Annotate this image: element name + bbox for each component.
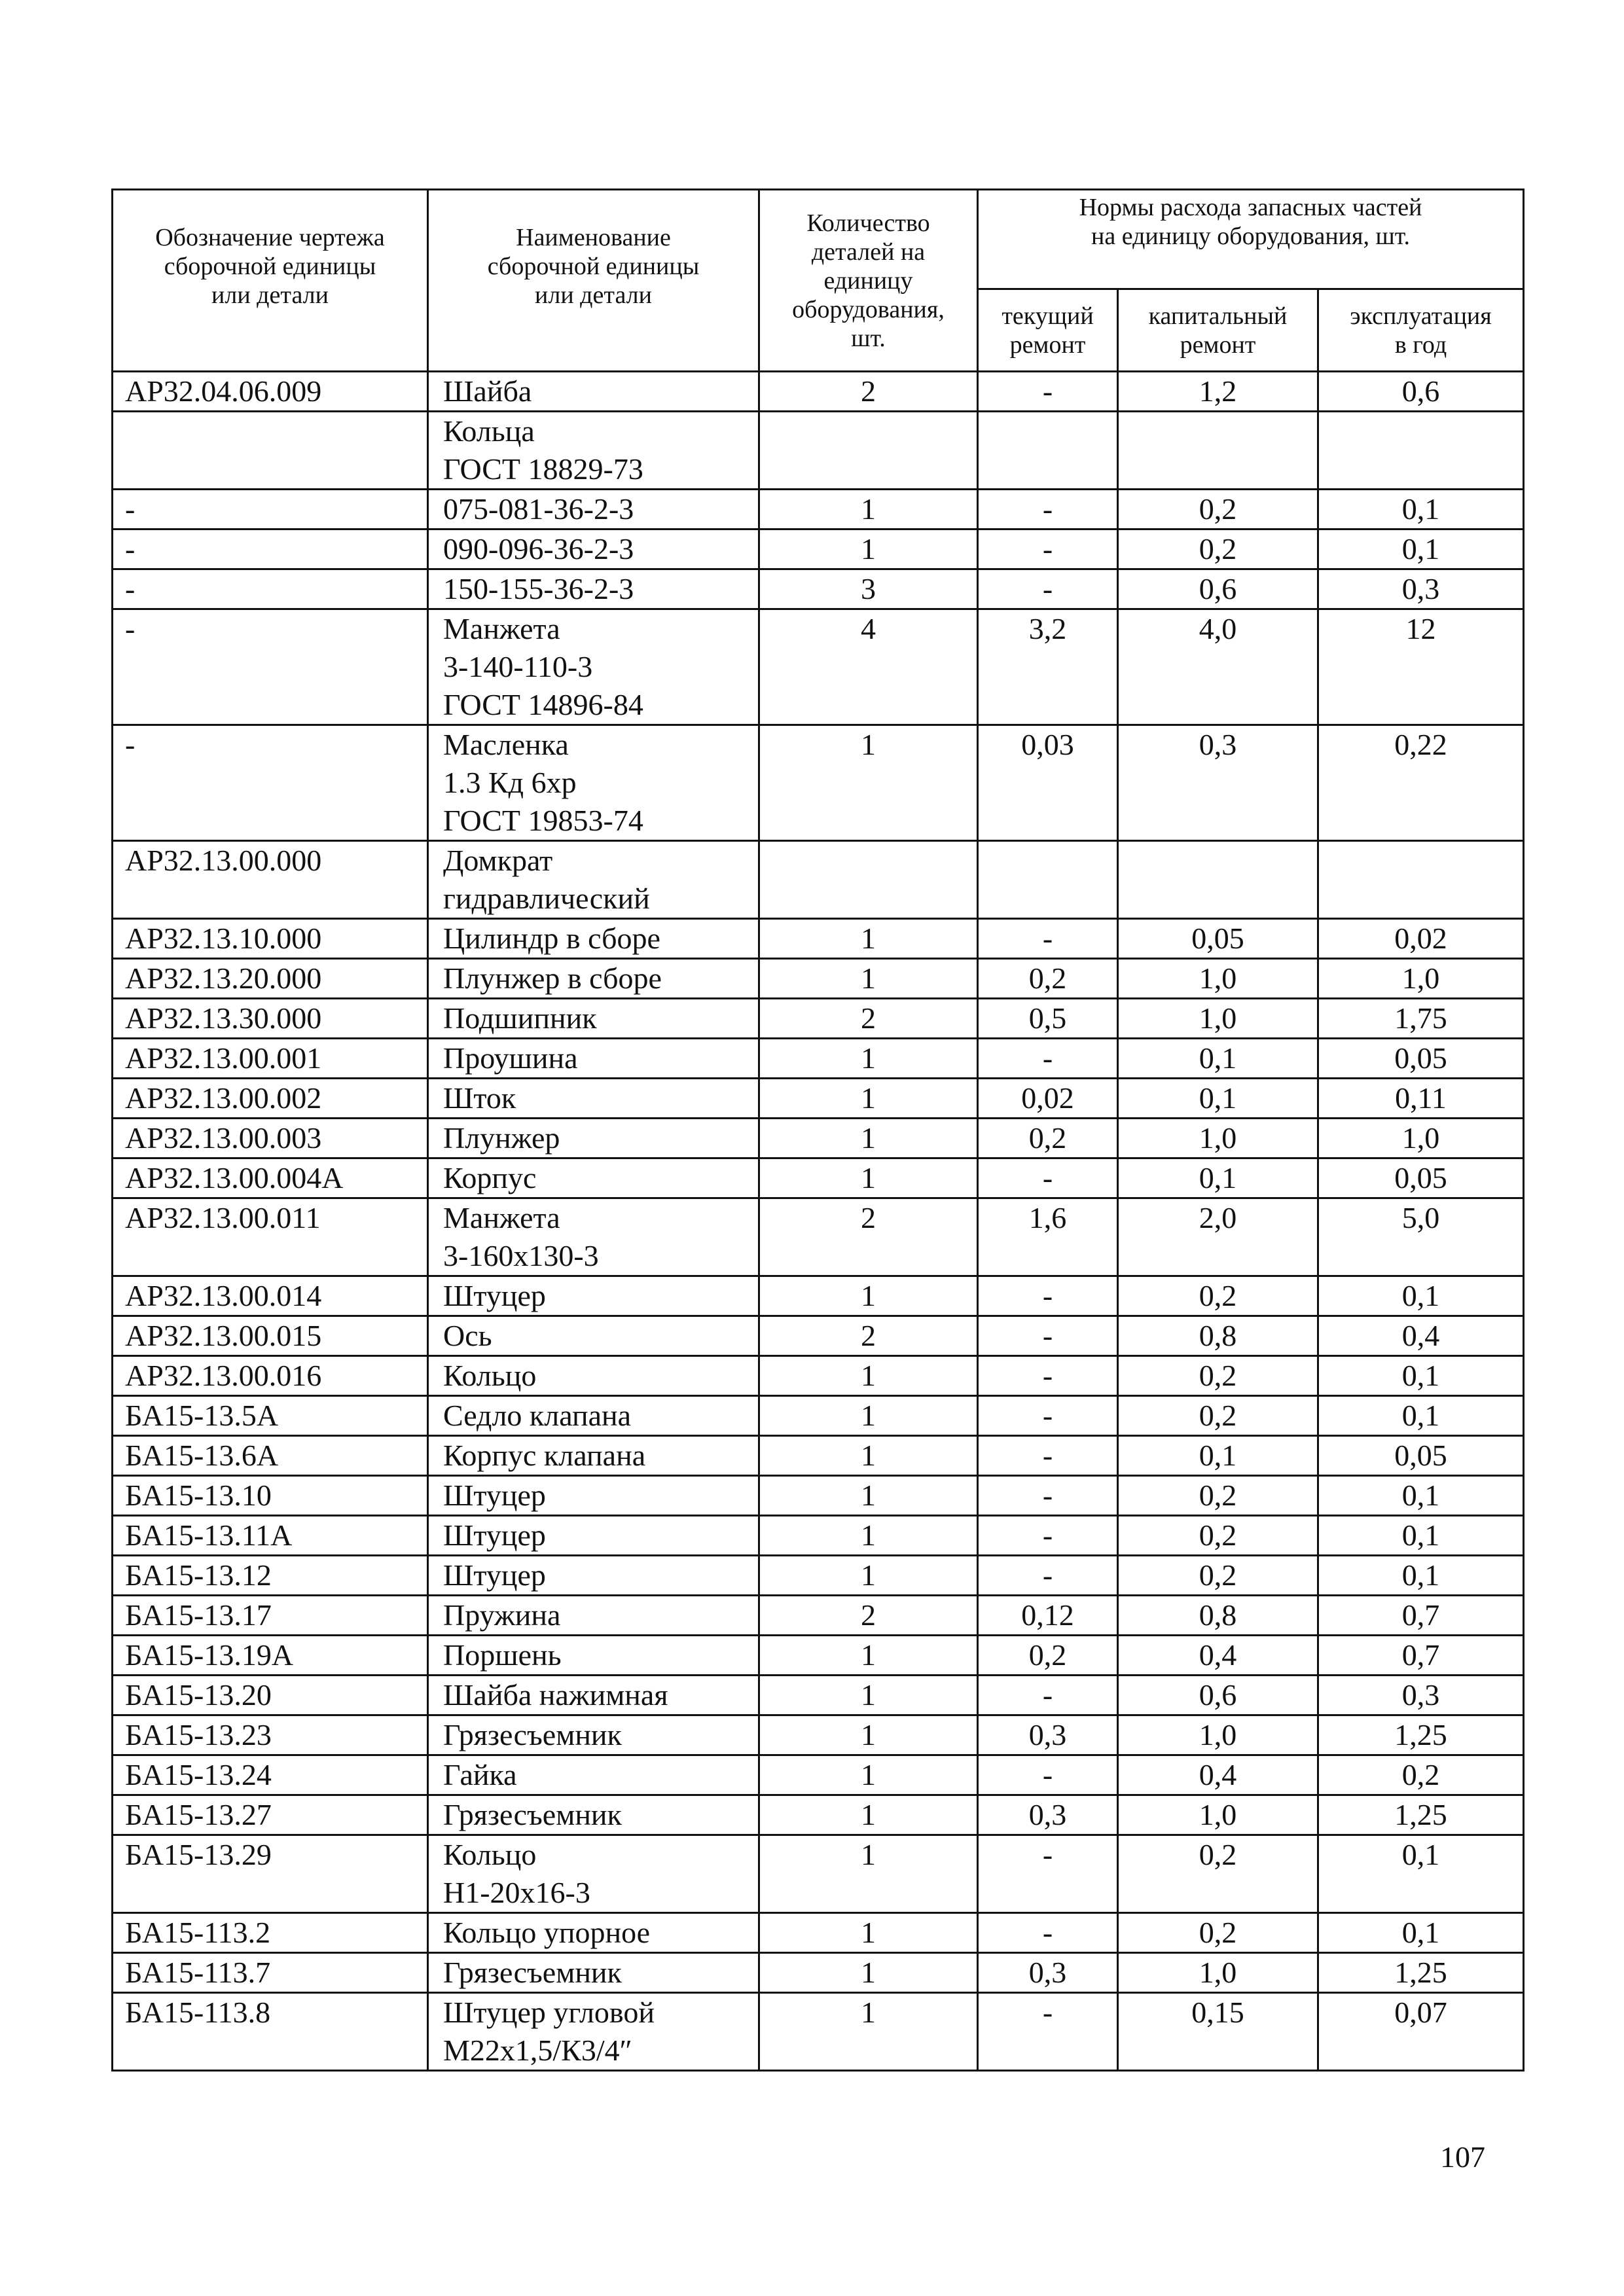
name-cell: Манжета 3-140-110-3 ГОСТ 14896-84 [428,609,759,725]
name-cell: Грязесъемник [428,1795,759,1835]
header-name: Наименование сборочной единицы или детали [428,190,759,372]
designation-cell: БА15-13.23 [113,1715,428,1755]
annual-operation-cell: 0,05 [1318,1039,1524,1079]
current-repair-cell: - [978,1158,1118,1198]
current-repair-cell: - [978,490,1118,529]
quantity-cell: 1 [759,1516,978,1556]
quantity-cell: 1 [759,1276,978,1316]
annual-operation-cell: 0,7 [1318,1596,1524,1636]
current-repair-cell: - [978,1913,1118,1953]
quantity-cell: 2 [759,999,978,1039]
table-row [113,1158,1524,1198]
quantity-cell: 1 [759,1755,978,1795]
quantity-cell: 3 [759,569,978,609]
current-repair-cell: - [978,1396,1118,1436]
capital-repair-cell: 0,2 [1118,1835,1318,1913]
designation-cell: АР32.13.00.016 [113,1356,428,1396]
designation-cell: БА15-13.12 [113,1556,428,1596]
table-row [113,841,1524,919]
annual-operation-cell: 0,05 [1318,1158,1524,1198]
annual-operation-cell: 0,22 [1318,725,1524,841]
annual-operation-cell: 12 [1318,609,1524,725]
name-cell: Штуцер [428,1276,759,1316]
table-row [113,609,1524,725]
name-cell: Корпус [428,1158,759,1198]
annual-operation-cell: 0,05 [1318,1436,1524,1476]
name-cell: Кольцо [428,1356,759,1396]
name-cell: Плунжер [428,1119,759,1158]
name-cell: Проушина [428,1039,759,1079]
table-row [113,372,1524,412]
current-repair-cell: 0,2 [978,959,1118,999]
quantity-cell: 1 [759,959,978,999]
quantity-cell: 2 [759,1198,978,1276]
table-row [113,999,1524,1039]
annual-operation-cell [1318,412,1524,490]
designation-cell: АР32.13.00.003 [113,1119,428,1158]
current-repair-cell: - [978,1755,1118,1795]
annual-operation-cell: 0,1 [1318,1516,1524,1556]
table-row [113,1795,1524,1835]
annual-operation-cell: 0,1 [1318,1396,1524,1436]
quantity-cell: 1 [759,1953,978,1993]
designation-cell: БА15-113.8 [113,1993,428,2071]
table-row [113,1596,1524,1636]
quantity-cell: 1 [759,1913,978,1953]
annual-operation-cell [1318,841,1524,919]
quantity-cell: 1 [759,1795,978,1835]
capital-repair-cell: 0,3 [1118,725,1318,841]
annual-operation-cell: 0,7 [1318,1636,1524,1676]
name-cell: Грязесъемник [428,1715,759,1755]
table-row [113,725,1524,841]
quantity-cell: 1 [759,1676,978,1715]
annual-operation-cell: 0,11 [1318,1079,1524,1119]
annual-operation-cell: 1,25 [1318,1953,1524,1993]
name-cell: Штуцер угловой М22х1,5/К3/4″ [428,1993,759,2071]
current-repair-cell [978,841,1118,919]
name-cell: Домкрат гидравлический [428,841,759,919]
current-repair-cell: - [978,372,1118,412]
quantity-cell: 1 [759,1993,978,2071]
annual-operation-cell: 0,1 [1318,1476,1524,1516]
designation-cell: АР32.04.06.009 [113,372,428,412]
name-cell: Кольцо упорное [428,1913,759,1953]
table-row [113,1119,1524,1158]
table-row [113,1198,1524,1276]
quantity-cell: 1 [759,919,978,959]
annual-operation-cell: 5,0 [1318,1198,1524,1276]
name-cell: Кольцо Н1-20х16-3 [428,1835,759,1913]
designation-cell: АР32.13.00.002 [113,1079,428,1119]
designation-cell: АР32.13.30.000 [113,999,428,1039]
quantity-cell: 1 [759,529,978,569]
name-cell: Кольца ГОСТ 18829-73 [428,412,759,490]
current-repair-cell [978,412,1118,490]
designation-cell: АР32.13.00.001 [113,1039,428,1079]
table-row [113,1636,1524,1676]
header-capital-repair: капитальный ремонт [1118,289,1318,372]
current-repair-cell: - [978,1316,1118,1356]
designation-cell: БА15-13.27 [113,1795,428,1835]
name-cell: Цилиндр в сборе [428,919,759,959]
quantity-cell: 2 [759,1596,978,1636]
current-repair-cell: - [978,1516,1118,1556]
name-cell: Штуцер [428,1476,759,1516]
capital-repair-cell: 1,2 [1118,372,1318,412]
current-repair-cell: - [978,569,1118,609]
capital-repair-cell: 0,6 [1118,1676,1318,1715]
annual-operation-cell: 0,3 [1318,569,1524,609]
quantity-cell: 1 [759,1476,978,1516]
annual-operation-cell: 0,4 [1318,1316,1524,1356]
capital-repair-cell: 0,2 [1118,1356,1318,1396]
header-norms: Нормы расхода запасных частей на единицу оборудования, шт. [978,190,1524,289]
capital-repair-cell: 0,1 [1118,1158,1318,1198]
quantity-cell: 1 [759,490,978,529]
capital-repair-cell: 0,1 [1118,1079,1318,1119]
quantity-cell [759,412,978,490]
name-cell: Гайка [428,1755,759,1795]
current-repair-cell: 1,6 [978,1198,1118,1276]
table-row [113,1396,1524,1436]
capital-repair-cell: 1,0 [1118,1795,1318,1835]
capital-repair-cell: 0,8 [1118,1316,1318,1356]
table-row [113,1079,1524,1119]
capital-repair-cell: 2,0 [1118,1198,1318,1276]
capital-repair-cell: 0,2 [1118,1556,1318,1596]
annual-operation-cell: 1,75 [1318,999,1524,1039]
name-cell: 075-081-36-2-3 [428,490,759,529]
capital-repair-cell: 0,8 [1118,1596,1318,1636]
name-cell: Масленка 1.3 Кд 6хр ГОСТ 19853-74 [428,725,759,841]
designation-cell: БА15-13.5А [113,1396,428,1436]
annual-operation-cell: 0,2 [1318,1755,1524,1795]
capital-repair-cell: 0,2 [1118,1913,1318,1953]
capital-repair-cell: 0,2 [1118,1396,1318,1436]
annual-operation-cell: 0,1 [1318,490,1524,529]
name-cell: Штуцер [428,1556,759,1596]
table-row [113,1476,1524,1516]
quantity-cell: 1 [759,1556,978,1596]
capital-repair-cell: 0,4 [1118,1636,1318,1676]
current-repair-cell: 0,3 [978,1795,1118,1835]
current-repair-cell: 0,2 [978,1636,1118,1676]
capital-repair-cell [1118,412,1318,490]
table-row [113,1676,1524,1715]
name-cell: Шайба нажимная [428,1676,759,1715]
table-row [113,959,1524,999]
header-quantity: Количество деталей на единицу оборудования, шт. [759,190,978,372]
quantity-cell: 1 [759,1119,978,1158]
current-repair-cell: - [978,1476,1118,1516]
capital-repair-cell: 0,2 [1118,1476,1318,1516]
capital-repair-cell: 0,15 [1118,1993,1318,2071]
current-repair-cell: - [978,1039,1118,1079]
designation-cell: БА15-13.19А [113,1636,428,1676]
annual-operation-cell: 1,25 [1318,1795,1524,1835]
page-number: 107 [1440,2140,1485,2174]
table-row [113,1436,1524,1476]
quantity-cell: 2 [759,1316,978,1356]
designation-cell: - [113,529,428,569]
capital-repair-cell: 0,2 [1118,490,1318,529]
name-cell: Манжета 3-160х130-3 [428,1198,759,1276]
quantity-cell: 1 [759,1835,978,1913]
quantity-cell: 1 [759,1636,978,1676]
designation-cell: - [113,609,428,725]
current-repair-cell: - [978,1556,1118,1596]
current-repair-cell: 0,2 [978,1119,1118,1158]
quantity-cell: 4 [759,609,978,725]
annual-operation-cell: 0,07 [1318,1993,1524,2071]
current-repair-cell: - [978,1356,1118,1396]
current-repair-cell: - [978,1835,1118,1913]
current-repair-cell: 0,3 [978,1953,1118,1993]
designation-cell: АР32.13.20.000 [113,959,428,999]
name-cell: Седло клапана [428,1396,759,1436]
designation-cell: АР32.13.10.000 [113,919,428,959]
quantity-cell: 2 [759,372,978,412]
table-body [113,372,1524,2071]
capital-repair-cell [1118,841,1318,919]
quantity-cell [759,841,978,919]
current-repair-cell: 0,3 [978,1715,1118,1755]
table-row [113,1556,1524,1596]
table-row [113,569,1524,609]
name-cell: Корпус клапана [428,1436,759,1476]
annual-operation-cell: 1,25 [1318,1715,1524,1755]
designation-cell: - [113,490,428,529]
current-repair-cell: - [978,1676,1118,1715]
current-repair-cell: 3,2 [978,609,1118,725]
quantity-cell: 1 [759,1715,978,1755]
designation-cell: - [113,725,428,841]
designation-cell: АР32.13.00.014 [113,1276,428,1316]
capital-repair-cell: 0,1 [1118,1039,1318,1079]
capital-repair-cell: 0,2 [1118,1516,1318,1556]
capital-repair-cell: 0,05 [1118,919,1318,959]
table-row [113,1913,1524,1953]
table-row [113,1276,1524,1316]
name-cell: Ось [428,1316,759,1356]
capital-repair-cell: 1,0 [1118,1119,1318,1158]
table-row [113,1835,1524,1913]
annual-operation-cell: 0,1 [1318,1356,1524,1396]
name-cell: 090-096-36-2-3 [428,529,759,569]
table-row [113,490,1524,529]
name-cell: Штуцер [428,1516,759,1556]
name-cell: Грязесъемник [428,1953,759,1993]
quantity-cell: 1 [759,1079,978,1119]
table-row [113,529,1524,569]
designation-cell: БА15-13.6А [113,1436,428,1476]
spare-parts-table [111,188,1525,2072]
annual-operation-cell: 1,0 [1318,1119,1524,1158]
capital-repair-cell: 0,2 [1118,1276,1318,1316]
table-row [113,1953,1524,1993]
quantity-cell: 1 [759,1436,978,1476]
name-cell: 150-155-36-2-3 [428,569,759,609]
designation-cell: БА15-13.17 [113,1596,428,1636]
annual-operation-cell: 0,1 [1318,529,1524,569]
capital-repair-cell: 0,2 [1118,529,1318,569]
table-row [113,1039,1524,1079]
current-repair-cell: - [978,1436,1118,1476]
designation-cell: АР32.13.00.011 [113,1198,428,1276]
designation-cell: БА15-13.10 [113,1476,428,1516]
designation-cell: БА15-13.29 [113,1835,428,1913]
name-cell: Шайба [428,372,759,412]
capital-repair-cell: 0,6 [1118,569,1318,609]
table-row [113,1715,1524,1755]
current-repair-cell: - [978,1276,1118,1316]
header-current-repair: текущий ремонт [978,289,1118,372]
table-row [113,1316,1524,1356]
designation-cell: БА15-13.11А [113,1516,428,1556]
designation-cell: - [113,569,428,609]
designation-cell: АР32.13.00.004А [113,1158,428,1198]
header-operation: эксплуатация в год [1318,289,1524,372]
current-repair-cell: 0,03 [978,725,1118,841]
designation-cell: БА15-113.7 [113,1953,428,1993]
capital-repair-cell: 1,0 [1118,959,1318,999]
annual-operation-cell: 0,02 [1318,919,1524,959]
name-cell: Поршень [428,1636,759,1676]
table-row [113,1993,1524,2071]
table-row [113,1755,1524,1795]
quantity-cell: 1 [759,1039,978,1079]
capital-repair-cell: 1,0 [1118,999,1318,1039]
designation-cell: БА15-13.24 [113,1755,428,1795]
current-repair-cell: - [978,919,1118,959]
quantity-cell: 1 [759,1396,978,1436]
table-row [113,1356,1524,1396]
annual-operation-cell: 1,0 [1318,959,1524,999]
quantity-cell: 1 [759,1158,978,1198]
designation-cell [113,412,428,490]
table-row [113,1516,1524,1556]
table-row [113,412,1524,490]
capital-repair-cell: 0,4 [1118,1755,1318,1795]
current-repair-cell: - [978,1993,1118,2071]
name-cell: Шток [428,1079,759,1119]
name-cell: Плунжер в сборе [428,959,759,999]
designation-cell: БА15-13.20 [113,1676,428,1715]
capital-repair-cell: 1,0 [1118,1953,1318,1993]
annual-operation-cell: 0,1 [1318,1556,1524,1596]
designation-cell: АР32.13.00.015 [113,1316,428,1356]
designation-cell: АР32.13.00.000 [113,841,428,919]
annual-operation-cell: 0,3 [1318,1676,1524,1715]
quantity-cell: 1 [759,1356,978,1396]
capital-repair-cell: 0,1 [1118,1436,1318,1476]
annual-operation-cell: 0,1 [1318,1276,1524,1316]
annual-operation-cell: 0,1 [1318,1835,1524,1913]
current-repair-cell: 0,02 [978,1079,1118,1119]
table-row [113,919,1524,959]
current-repair-cell: - [978,529,1118,569]
annual-operation-cell: 0,6 [1318,372,1524,412]
name-cell: Пружина [428,1596,759,1636]
header-designation: Обозначение чертежа сборочной единицы или детали [113,190,428,372]
current-repair-cell: 0,5 [978,999,1118,1039]
designation-cell: БА15-113.2 [113,1913,428,1953]
capital-repair-cell: 1,0 [1118,1715,1318,1755]
current-repair-cell: 0,12 [978,1596,1118,1636]
name-cell: Подшипник [428,999,759,1039]
capital-repair-cell: 4,0 [1118,609,1318,725]
quantity-cell: 1 [759,725,978,841]
annual-operation-cell: 0,1 [1318,1913,1524,1953]
